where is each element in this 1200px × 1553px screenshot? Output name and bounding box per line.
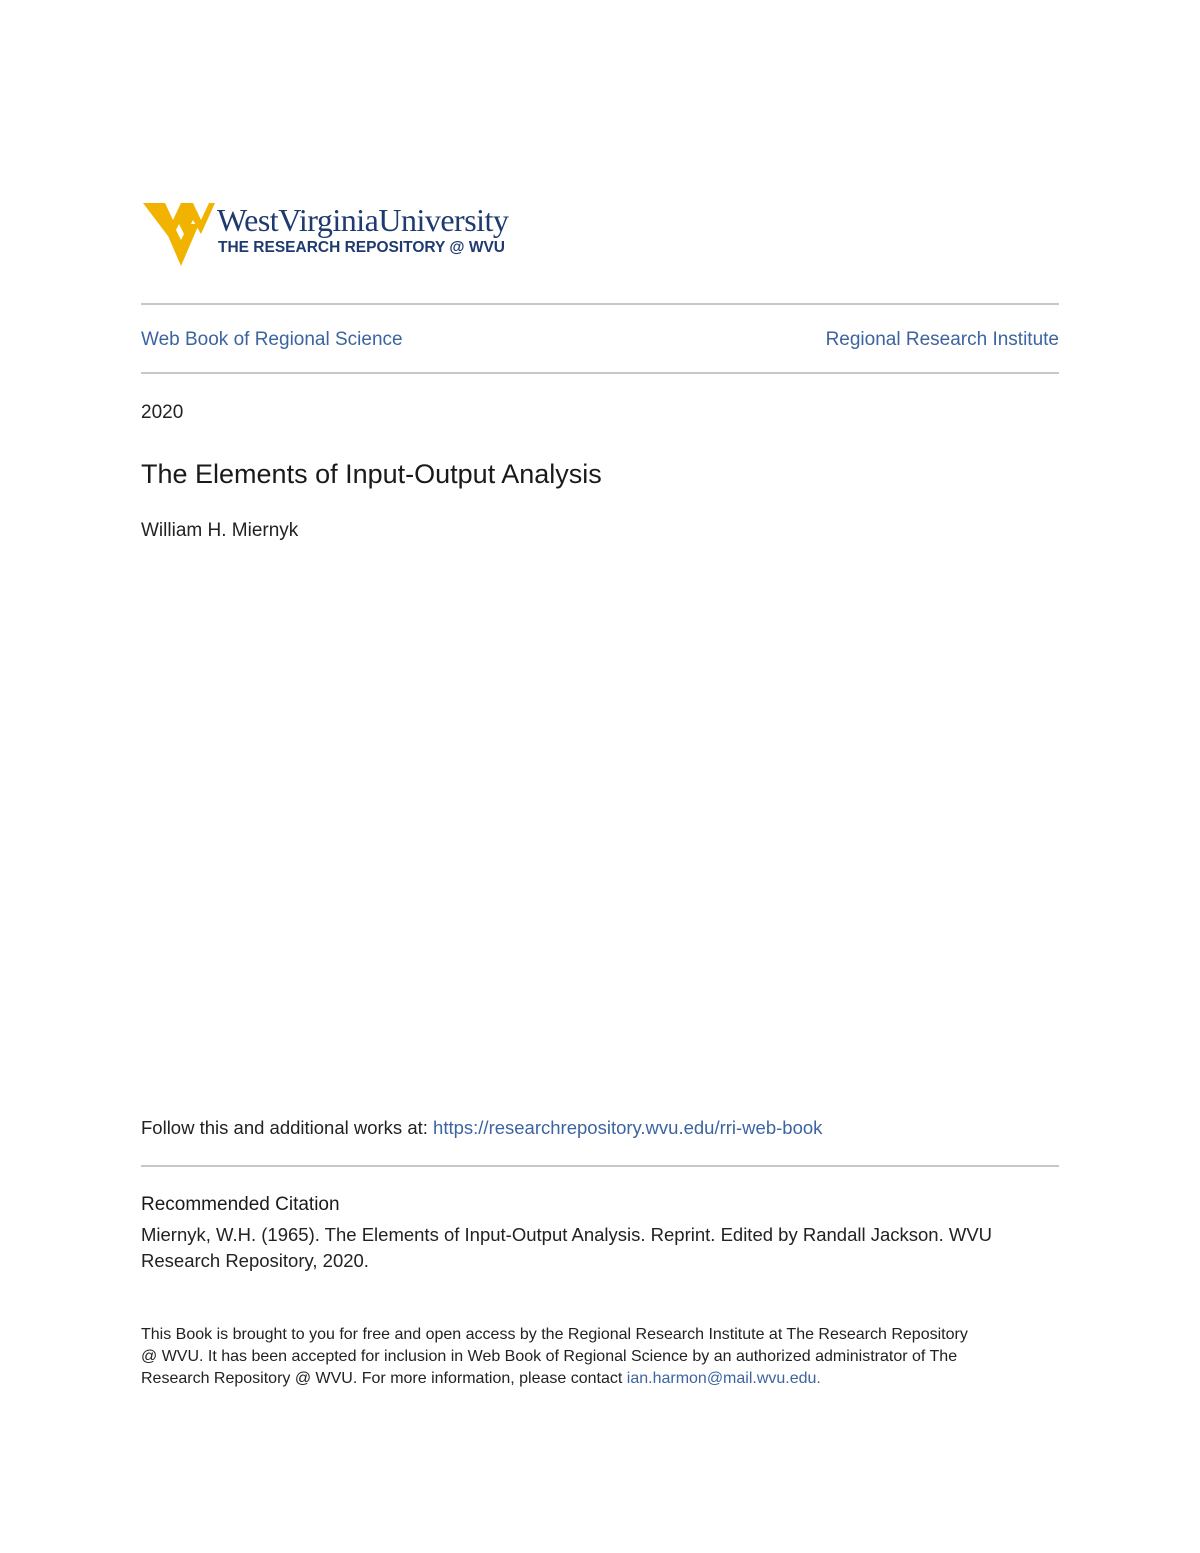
access-notice	[141, 1324, 971, 1390]
follow-prefix: Follow this and additional works at:	[141, 1117, 434, 1138]
university-name: WestVirginiaUniversity	[217, 202, 509, 238]
publication-year: 2020	[141, 402, 184, 423]
citation-heading: Recommended Citation	[141, 1194, 340, 1215]
citation-text: Miernyk, W.H. (1965). The Elements of Input-Output Analysis. Reprint. Edited by Randall Jackson. WVU Research Repository, 2020.	[141, 1224, 993, 1271]
flying-wv-logo-icon	[143, 200, 215, 268]
contact-email-link[interactable]: ian.harmon@mail.wvu.edu.	[626, 1370, 821, 1387]
nav-divider	[141, 372, 1059, 374]
top-divider	[141, 303, 1059, 305]
citation-divider	[141, 1165, 1059, 1167]
collection-url-link[interactable]: https://researchrepository.wvu.edu/rri-web-book	[433, 1117, 823, 1138]
follow-line	[141, 1115, 822, 1141]
institute-link[interactable]: Regional Research Institute	[825, 329, 1059, 350]
series-link[interactable]: Web Book of Regional Science	[141, 329, 403, 350]
repository-name: THE RESEARCH REPOSITORY @ WVU	[218, 239, 505, 256]
document-title: The Elements of Input-Output Analysis	[141, 459, 602, 489]
document-author: William H. Miernyk	[141, 520, 299, 541]
notice-text: This Book is brought to you for free and open access by the Regional Research Institute at The Research Repository @ WVU. It has been accepted for inclusion in Web Book of Regional Science by an authorized administrator of The Research Repository @ WVU. For more information, please contact	[141, 1326, 968, 1387]
wvu-logo	[143, 200, 573, 272]
